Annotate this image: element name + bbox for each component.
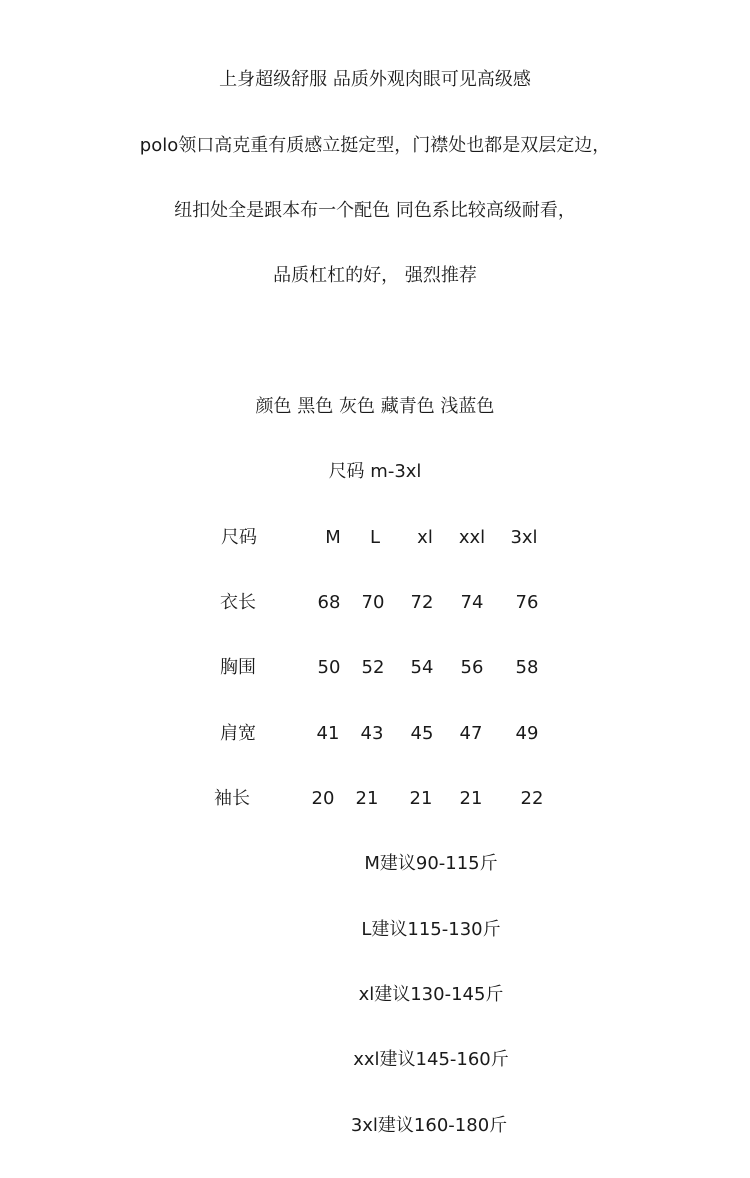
colors-line: 颜色 黑色 灰色 藏青色 浅蓝色 [255, 396, 495, 417]
table-cell: 49 [515, 723, 539, 744]
table-cell: 58 [515, 657, 539, 678]
description-line-1: 上身超级舒服 品质外观肉眼可见高级感 [219, 69, 531, 90]
table-cell: 70 [361, 592, 385, 613]
table-cell: 21 [459, 788, 483, 809]
table-cell: 21 [409, 788, 433, 809]
table-cell: 43 [360, 723, 384, 744]
table-cell: 22 [520, 788, 544, 809]
size-range-line: 尺码 m-3xl [328, 461, 422, 482]
weight-recommendation-xl: xl建议130-145斤 [358, 984, 504, 1005]
table-cell: 54 [410, 657, 434, 678]
description-line-4: 品质杠杠的好， 强烈推荐 [273, 265, 477, 286]
weight-recommendation-m: M建议90-115斤 [364, 853, 498, 874]
header-cell: 3xl [510, 527, 538, 548]
weight-recommendation-l: L建议115-130斤 [361, 919, 501, 940]
table-cell: 72 [410, 592, 434, 613]
table-cell: 76 [515, 592, 539, 613]
table-cell: 47 [459, 723, 483, 744]
table-cell: 50 [317, 657, 341, 678]
table-cell: 52 [361, 657, 385, 678]
table-cell: 45 [410, 723, 434, 744]
header-cell: L [369, 527, 381, 548]
header-cell: M [325, 527, 341, 548]
row-label: 肩宽 [220, 723, 256, 744]
table-cell: 56 [460, 657, 484, 678]
table-cell: 74 [460, 592, 484, 613]
row-label: 衣长 [220, 592, 256, 613]
description-line-2: polo领口高克重有质感立挺定型，门襟处也都是双层定边， [139, 135, 611, 156]
weight-recommendation-3xl: 3xl建议160-180斤 [350, 1115, 508, 1136]
header-cell: xl [417, 527, 433, 548]
table-cell: 21 [355, 788, 379, 809]
table-cell: 68 [317, 592, 341, 613]
table-cell: 41 [316, 723, 340, 744]
weight-recommendation-xxl: xxl建议145-160斤 [353, 1049, 509, 1070]
description-line-3: 纽扣处全是跟本布一个配色 同色系比较高级耐看， [174, 200, 576, 221]
row-label: 袖长 [214, 788, 250, 809]
header-cell: 尺码 [221, 527, 257, 548]
row-label: 胸围 [220, 657, 256, 678]
table-cell: 20 [311, 788, 335, 809]
header-cell: xxl [458, 527, 486, 548]
